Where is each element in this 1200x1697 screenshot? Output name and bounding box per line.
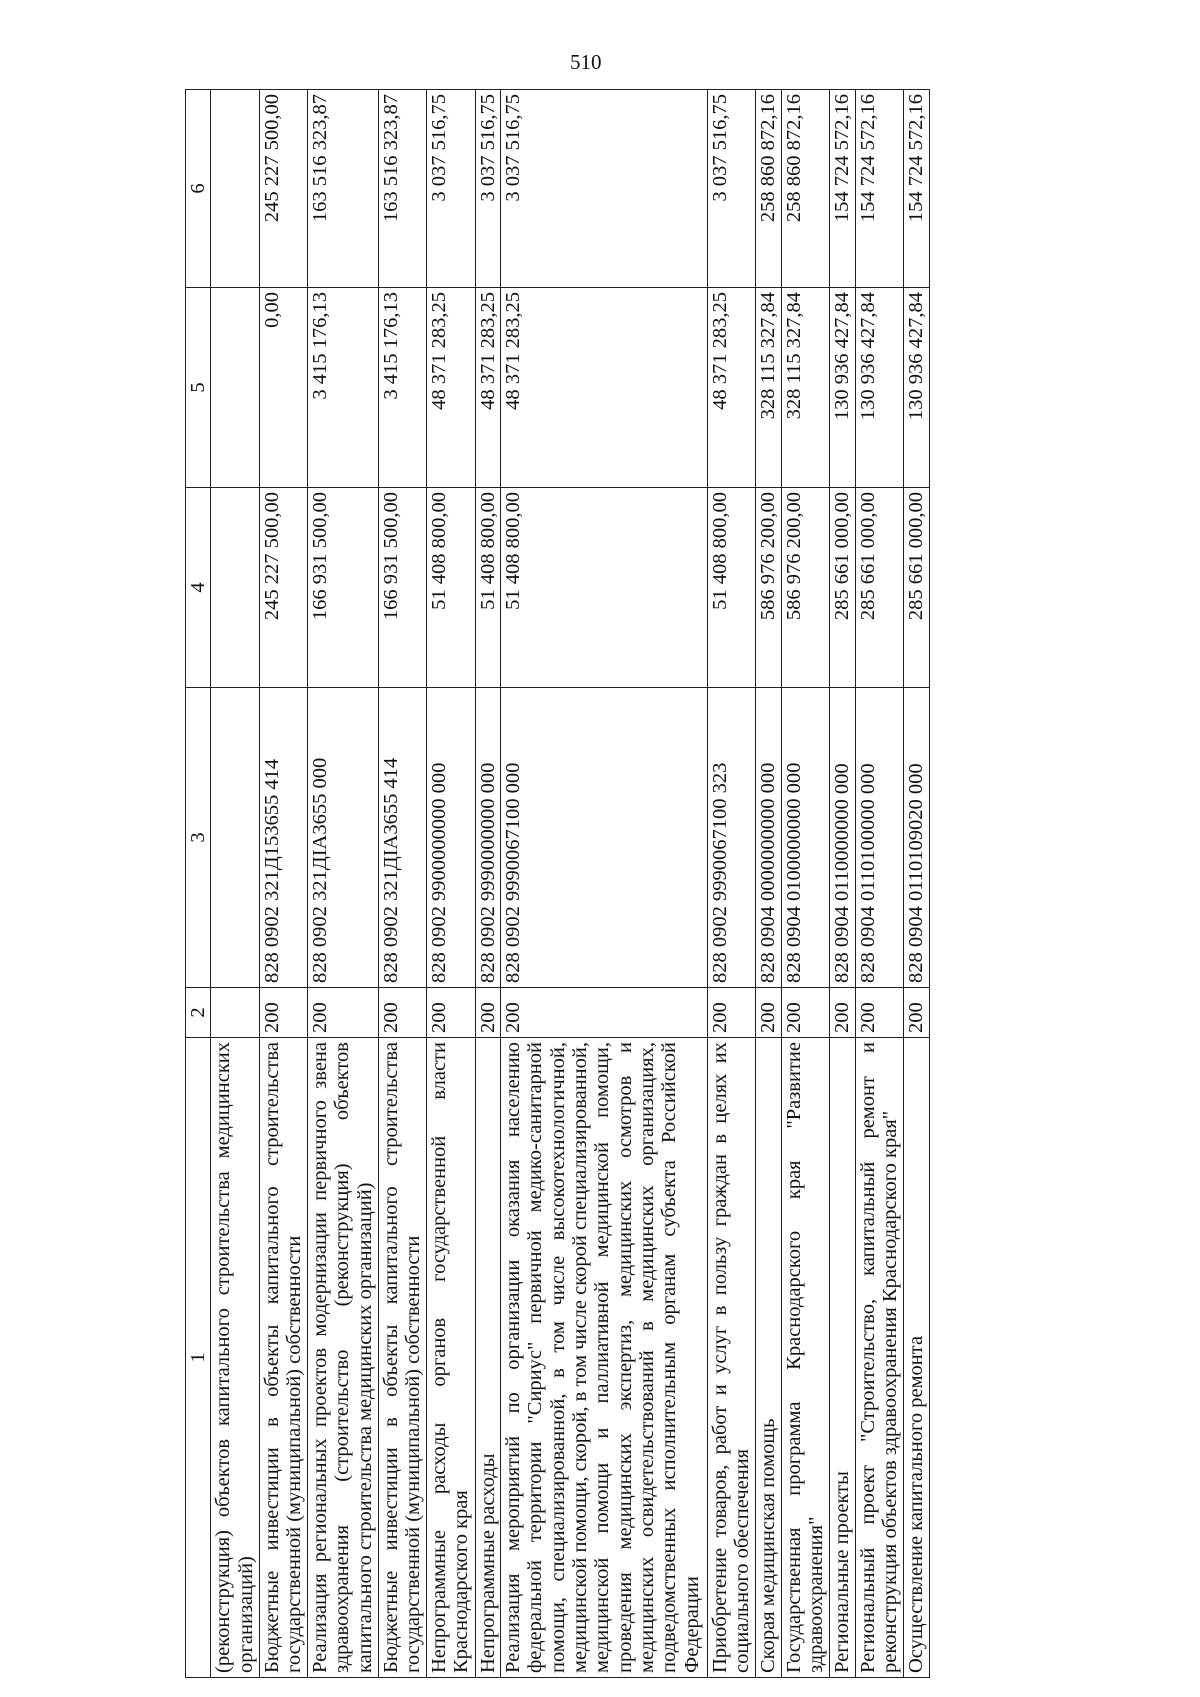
row-vr-cell: 200 [378, 988, 426, 1038]
row-name-cell: Реализация мероприятий по организации оказания населению федеральной территории "Сириус" первичной медико-санитарной помощи, специализированной, в том числе высокотехнологичной, медицинской помощи, скорой, в том числе скорой специализированной, медицинской помощи и паллиативной медицинской помощи, проведения медицинских экспертиз, медицинских осмотров и медицинских освидетельствований в медицинских организациях, подведомственных исполнительным органам субъекта Российской Федерации [501, 1038, 708, 1678]
header-col-6: 6 [186, 90, 211, 288]
row-amount-change-cell: 130 936 427,84 [830, 288, 856, 488]
row-amount-plan-cell: 285 661 000,00 [904, 488, 930, 688]
row-amount-change-cell: 130 936 427,84 [855, 288, 903, 488]
page-number: 510 [570, 50, 602, 74]
header-col-2: 2 [186, 988, 211, 1038]
row-name-cell: Региональные проекты [830, 1038, 856, 1678]
row-amount-change-cell: 130 936 427,84 [904, 288, 930, 488]
row-code-cell: 828 0902 9990000000 000 [475, 688, 501, 988]
table-row [830, 90, 856, 1678]
row-code-cell [211, 688, 259, 988]
table-row [259, 90, 307, 1678]
row-name-cell: Скорая медицинская помощь [756, 1038, 782, 1678]
row-amount-plan-cell [211, 488, 259, 688]
header-col-1: 1 [186, 1038, 211, 1678]
header-col-5: 5 [186, 288, 211, 488]
row-vr-cell: 200 [427, 988, 475, 1038]
table-row [855, 90, 903, 1678]
row-amount-total-cell: 163 516 323,87 [307, 90, 378, 288]
row-code-cell: 828 0902 321Д153655 414 [259, 688, 307, 988]
row-amount-change-cell: 328 115 327,84 [756, 288, 782, 488]
row-code-cell: 828 0902 9900000000 000 [427, 688, 475, 988]
row-amount-total-cell: 3 037 516,75 [707, 90, 755, 288]
table-row [501, 90, 708, 1678]
row-vr-cell: 200 [475, 988, 501, 1038]
row-amount-total-cell: 163 516 323,87 [378, 90, 426, 288]
row-amount-change-cell: 48 371 283,25 [475, 288, 501, 488]
row-amount-plan-cell: 166 931 500,00 [378, 488, 426, 688]
row-amount-change-cell: 0,00 [259, 288, 307, 488]
row-code-cell: 828 0904 0000000000 000 [756, 688, 782, 988]
row-code-cell: 828 0904 0110109020 000 [904, 688, 930, 988]
row-vr-cell: 200 [904, 988, 930, 1038]
row-name-cell: Региональный проект "Строительство, капитальный ремонт и реконструкция объектов здравоохранения Краснодарского края" [855, 1038, 903, 1678]
row-name-cell: Приобретение товаров, работ и услуг в пользу граждан в целях их социального обеспечения [707, 1038, 755, 1678]
row-name-cell: (реконструкция) объектов капитального строительства медицинских организаций) [211, 1038, 259, 1678]
row-name-cell: Государственная программа Краснодарского края "Развитие здравоохранения" [781, 1038, 829, 1678]
row-code-cell: 828 0904 0100000000 000 [781, 688, 829, 988]
table-row [707, 90, 755, 1678]
row-amount-plan-cell: 51 408 800,00 [707, 488, 755, 688]
row-amount-total-cell: 154 724 572,16 [855, 90, 903, 288]
budget-table-rotated [185, 90, 930, 1678]
row-amount-plan-cell: 51 408 800,00 [427, 488, 475, 688]
row-amount-change-cell: 3 415 176,13 [307, 288, 378, 488]
row-vr-cell: 200 [830, 988, 856, 1038]
row-vr-cell: 200 [756, 988, 782, 1038]
row-amount-plan-cell: 51 408 800,00 [475, 488, 501, 688]
row-amount-change-cell: 3 415 176,13 [378, 288, 426, 488]
row-amount-plan-cell: 51 408 800,00 [501, 488, 708, 688]
table-row [211, 90, 259, 1678]
table-row [307, 90, 378, 1678]
header-col-3: 3 [186, 688, 211, 988]
row-amount-plan-cell: 586 976 200,00 [756, 488, 782, 688]
table-row [781, 90, 829, 1678]
table-body [211, 90, 930, 1678]
row-amount-plan-cell: 586 976 200,00 [781, 488, 829, 688]
row-name-cell: Реализация региональных проектов модернизации первичного звена здравоохранения (строительство (реконструкция) объектов капитального строительства медицинских организаций) [307, 1038, 378, 1678]
row-amount-plan-cell: 285 661 000,00 [855, 488, 903, 688]
table-row [378, 90, 426, 1678]
row-name-cell: Бюджетные инвестиции в объекты капитального строительства государственной (муниципальной) собственности [259, 1038, 307, 1678]
table-row [475, 90, 501, 1678]
row-name-cell: Непрограммные расходы органов государственной власти Краснодарского края [427, 1038, 475, 1678]
table-row [427, 90, 475, 1678]
table-row [756, 90, 782, 1678]
row-vr-cell: 200 [855, 988, 903, 1038]
row-vr-cell [211, 988, 259, 1038]
row-code-cell: 828 0902 321ДIA3655 000 [307, 688, 378, 988]
header-col-4: 4 [186, 488, 211, 688]
row-code-cell: 828 0902 9990067100 323 [707, 688, 755, 988]
row-amount-total-cell: 154 724 572,16 [904, 90, 930, 288]
table-header-row [186, 90, 211, 1678]
table-row [904, 90, 930, 1678]
row-amount-total-cell: 3 037 516,75 [427, 90, 475, 288]
row-code-cell: 828 0902 321ДIA3655 414 [378, 688, 426, 988]
row-amount-plan-cell: 166 931 500,00 [307, 488, 378, 688]
row-amount-total-cell [211, 90, 259, 288]
row-amount-total-cell: 3 037 516,75 [475, 90, 501, 288]
row-amount-change-cell: 48 371 283,25 [501, 288, 708, 488]
row-vr-cell: 200 [707, 988, 755, 1038]
budget-table [185, 89, 930, 1678]
row-name-cell: Осуществление капитального ремонта [904, 1038, 930, 1678]
row-amount-change-cell: 48 371 283,25 [427, 288, 475, 488]
row-amount-change-cell: 328 115 327,84 [781, 288, 829, 488]
row-vr-cell: 200 [781, 988, 829, 1038]
row-vr-cell: 200 [307, 988, 378, 1038]
row-amount-total-cell: 154 724 572,16 [830, 90, 856, 288]
row-amount-total-cell: 245 227 500,00 [259, 90, 307, 288]
row-amount-total-cell: 3 037 516,75 [501, 90, 708, 288]
row-amount-change-cell [211, 288, 259, 488]
row-code-cell: 828 0902 9990067100 000 [501, 688, 708, 988]
row-amount-plan-cell: 245 227 500,00 [259, 488, 307, 688]
row-name-cell: Бюджетные инвестиции в объекты капитального строительства государственной (муниципальной) собственности [378, 1038, 426, 1678]
row-amount-total-cell: 258 860 872,16 [781, 90, 829, 288]
row-amount-plan-cell: 285 661 000,00 [830, 488, 856, 688]
row-name-cell: Непрограммные расходы [475, 1038, 501, 1678]
row-vr-cell: 200 [501, 988, 708, 1038]
row-vr-cell: 200 [259, 988, 307, 1038]
row-amount-change-cell: 48 371 283,25 [707, 288, 755, 488]
row-code-cell: 828 0904 0110100000 000 [855, 688, 903, 988]
row-code-cell: 828 0904 0110000000 000 [830, 688, 856, 988]
row-amount-total-cell: 258 860 872,16 [756, 90, 782, 288]
